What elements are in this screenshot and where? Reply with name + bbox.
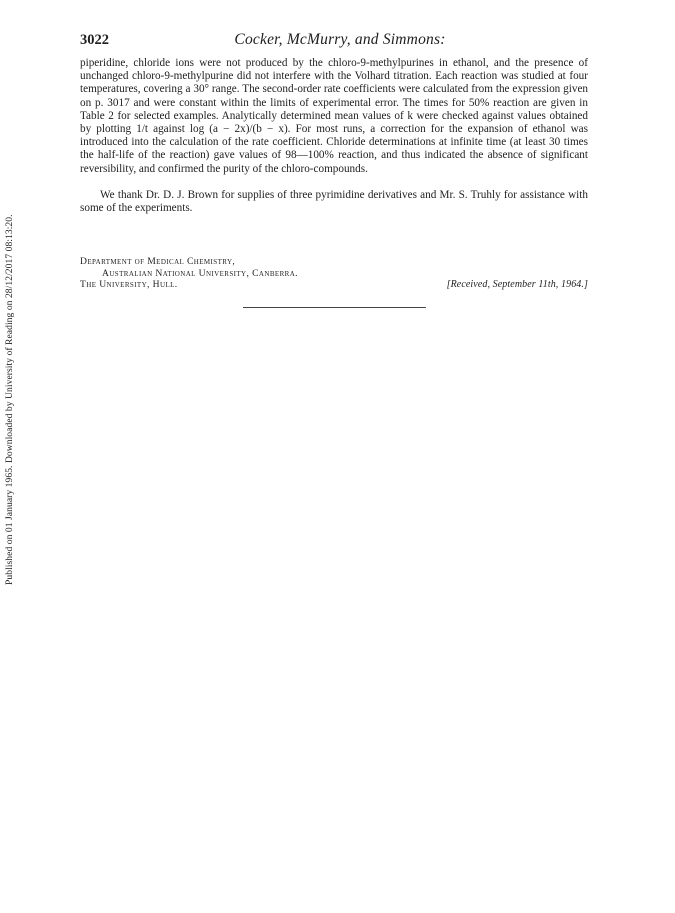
page-number: 3022	[80, 32, 109, 48]
download-notice	[3, 155, 17, 585]
affiliation-block	[80, 256, 588, 291]
body-paragraph: piperidine, chloride ions were not produced by the chloro-9-methylpurines in ethanol, and the presence of unchanged chloro-9-methylpurine did not interfere with the Volhard titration. Each reaction was studied at four temperatures, covering a 30° range. The second-order rate coefficients were calculated from the expression given on p. 3017 and were constant within the limits of experimental error. The times for 50% reaction are given in Table 2 for selected examples. Analytically determined mean values of k were checked against values obtained by plotting 1/t against log (a − 2x)/(b − x). For most runs, a correction for the expansion of ethanol was introduced into the calculation of the rate coefficient. Chloride determinations at infinite time (at least 30 times the half-life of the reaction) gave values of 98—100% reaction, and thus indicated the absence of significant reversibility, and confirmed the purity of the chloro-compounds.	[80, 57, 588, 175]
page-header	[80, 32, 588, 52]
acknowledgement-paragraph: We thank Dr. D. J. Brown for supplies of three pyrimidine derivatives and Mr. S. Truhly for assistance with some of the experiments.	[80, 188, 588, 215]
received-date: [Received, September 11th, 1964.]	[446, 279, 588, 290]
download-notice-text: Published on 01 January 1965. Downloaded by University of Reading on 28/12/2017 08:13:20.	[4, 214, 15, 585]
article-body	[80, 57, 588, 215]
affiliation-line: Australian National University, Canberra.	[102, 267, 298, 279]
running-title: Cocker, McMurry, and Simmons:	[234, 31, 446, 48]
end-rule	[243, 307, 426, 308]
affiliation-line: The University, Hull.	[80, 279, 178, 290]
affiliation-line: Department of Medical Chemistry,	[80, 256, 236, 267]
